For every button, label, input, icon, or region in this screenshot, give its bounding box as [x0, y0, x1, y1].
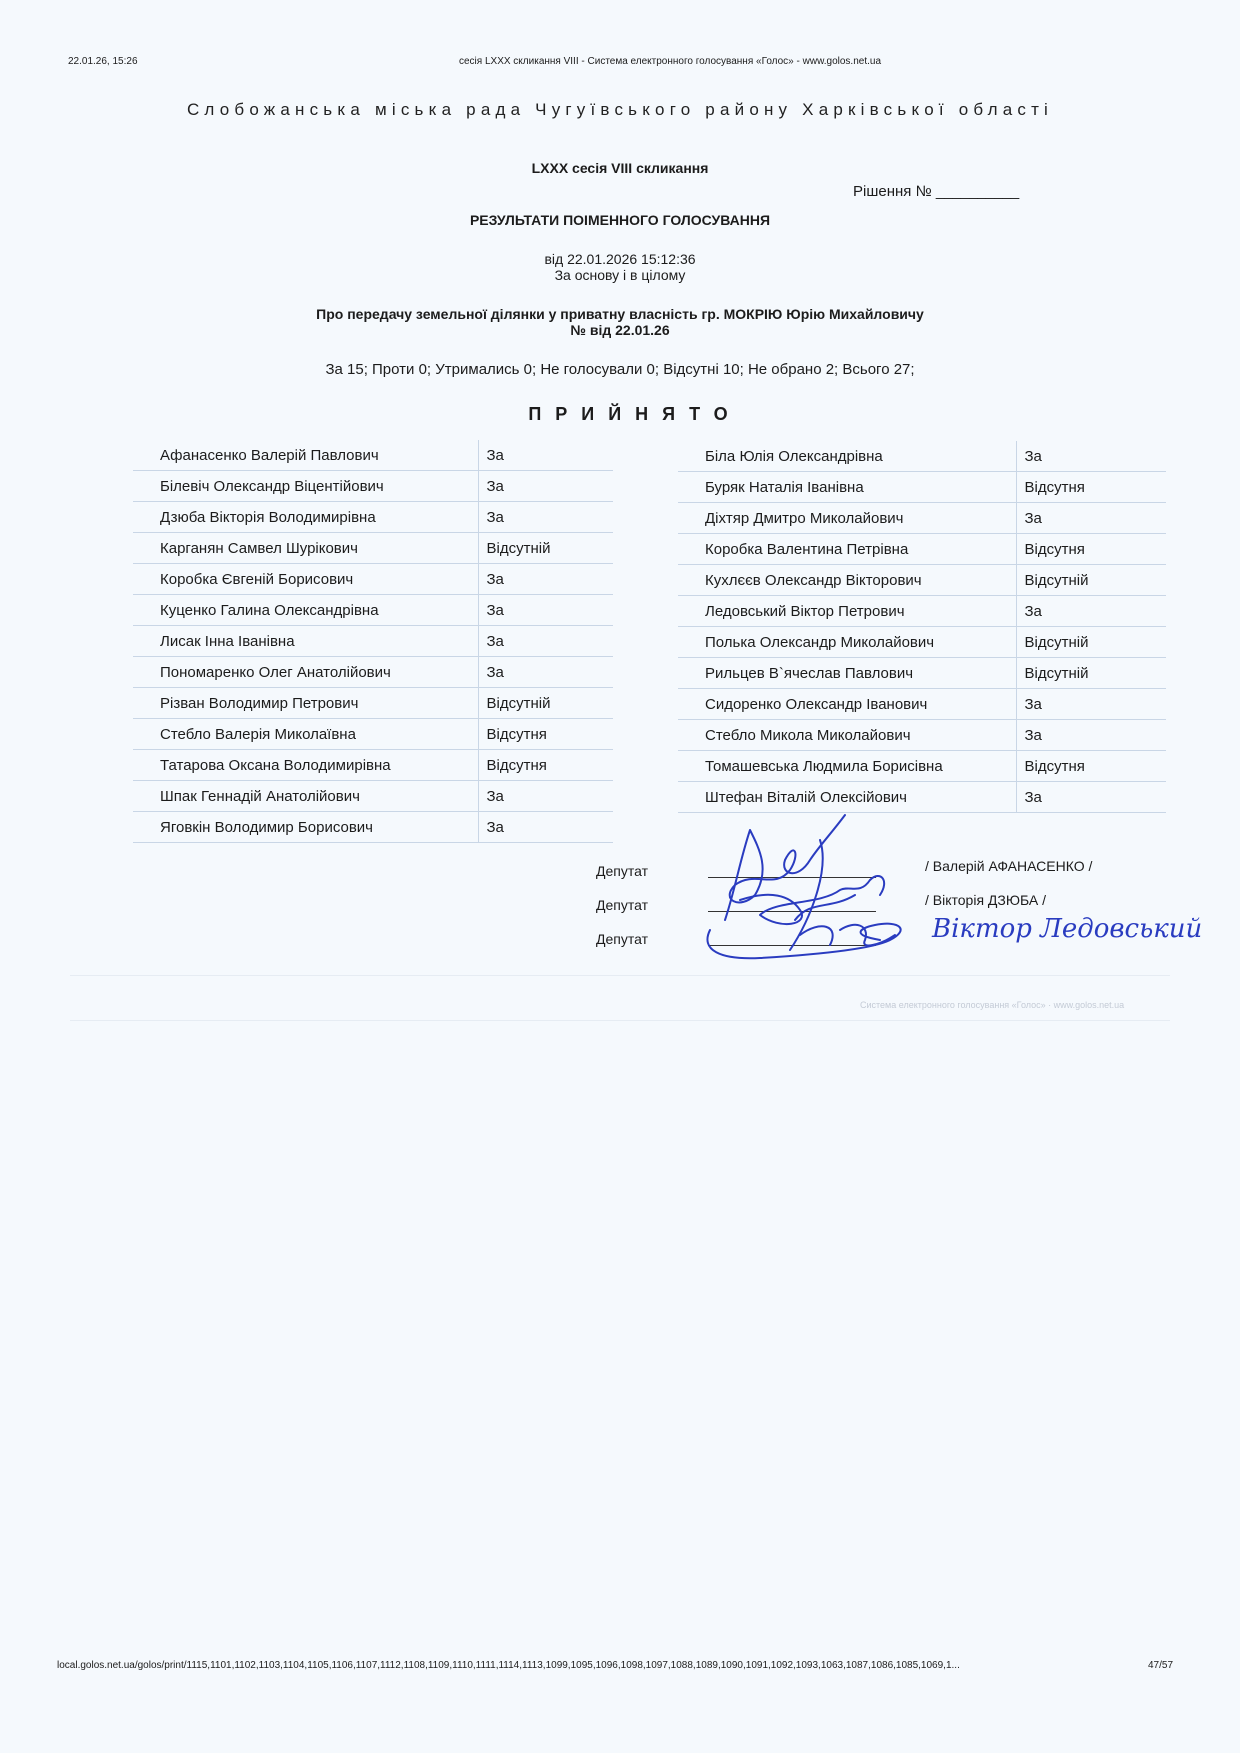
table-row [678, 596, 1166, 627]
vote-value: За [1016, 689, 1166, 720]
vote-date: від 22.01.2026 15:12:36 [544, 251, 696, 267]
deputy-name: Афанасенко Валерій Павлович [133, 440, 478, 471]
deputy-name: Коробка Валентина Петрівна [678, 534, 1016, 565]
table-row [678, 720, 1166, 751]
deputy-name: Яговкін Володимир Борисович [133, 812, 478, 843]
table-row [678, 441, 1166, 472]
vote-value: Відсутня [478, 719, 613, 750]
vote-value: За [1016, 782, 1166, 813]
deputy-name: Діхтяр Дмитро Миколайович [678, 503, 1016, 534]
vote-value: За [478, 502, 613, 533]
table-row [133, 440, 613, 471]
deputy-name: Томашевська Людмила Борисівна [678, 751, 1016, 782]
vote-value: Відсутній [478, 688, 613, 719]
deputy-name: Карганян Самвел Шурікович [133, 533, 478, 564]
vote-value: За [478, 781, 613, 812]
vote-value: За [478, 471, 613, 502]
deputy-name: Куценко Галина Олександрівна [133, 595, 478, 626]
handwritten-signatures [680, 800, 1203, 970]
deputy-name: Лисак Інна Іванівна [133, 626, 478, 657]
faint-divider-bottom [70, 1020, 1170, 1021]
signature-role-1: Депутат [596, 863, 648, 879]
outcome-accepted: ПРИЙНЯТО [528, 404, 742, 424]
deputy-name: Білевіч Олександр Віцентійович [133, 471, 478, 502]
table-row [133, 812, 613, 843]
table-row [133, 502, 613, 533]
vote-value: Відсутній [1016, 565, 1166, 596]
results-title: РЕЗУЛЬТАТИ ПОІМЕННОГО ГОЛОСУВАННЯ [469, 212, 771, 228]
vote-type: За основу і в цілому [554, 267, 686, 283]
print-page-title: сесія LXXX скликання VIII - Система електронного голосування «Голос» - www.golos.net.ua [458, 56, 882, 67]
signature-role-3: Депутат [596, 931, 648, 947]
table-row [133, 626, 613, 657]
table-row [678, 534, 1166, 565]
signature-name-1: / Валерій АФАНАСЕНКО / [925, 858, 1093, 874]
table-row [133, 533, 613, 564]
vote-value: За [1016, 596, 1166, 627]
subject-line-1: Про передачу земельної ділянки у приватну власність гр. МОКРІЮ Юрію Михайловичу [316, 306, 924, 322]
table-row [678, 503, 1166, 534]
vote-value: Відсутній [1016, 627, 1166, 658]
table-row [133, 750, 613, 781]
table-row [678, 627, 1166, 658]
deputy-name: Біла Юлія Олександрівна [678, 441, 1016, 472]
deputy-name: Стебло Валерія Миколаївна [133, 719, 478, 750]
signature-role-2: Депутат [596, 897, 648, 913]
table-row [133, 781, 613, 812]
vote-value: За [478, 626, 613, 657]
vote-value: За [478, 440, 613, 471]
deputy-name: Кухлєєв Олександр Вікторович [678, 565, 1016, 596]
deputy-name: Ледовський Віктор Петрович [678, 596, 1016, 627]
deputy-name: Дзюба Вікторія Володимирівна [133, 502, 478, 533]
page-number: 47/57 [1148, 1660, 1174, 1671]
vote-value: За [1016, 441, 1166, 472]
table-row [133, 595, 613, 626]
deputy-name: Буряк Наталія Іванівна [678, 472, 1016, 503]
table-row [678, 689, 1166, 720]
faint-watermark: Система електронного голосування «Голос» · www.golos.net.ua [860, 1000, 1125, 1010]
table-row [678, 658, 1166, 689]
vote-value: За [1016, 503, 1166, 534]
vote-value: Відсутня [1016, 751, 1166, 782]
table-row [678, 751, 1166, 782]
table-row [133, 688, 613, 719]
signature-name-2: / Вікторія ДЗЮБА / [925, 892, 1046, 908]
votes-table-right [678, 441, 1166, 813]
table-row [133, 719, 613, 750]
faint-divider-top [70, 975, 1170, 976]
table-row [678, 565, 1166, 596]
vote-value: За [478, 812, 613, 843]
vote-value: За [478, 657, 613, 688]
vote-value: Відсутній [1016, 658, 1166, 689]
deputy-name: Штефан Віталій Олексійович [678, 782, 1016, 813]
print-url: local.golos.net.ua/golos/print/1115,1101,1102,1103,1104,1105,1106,1107,1112,1108,1109,1110,1111,1114,1113,1099,1095,1096,1098,1097,1088,1089,1090,1091,1092,1093,1063,1087,1086,1085,1069,1... [57, 1660, 960, 1671]
table-row [678, 472, 1166, 503]
vote-value: За [478, 564, 613, 595]
deputy-name: Сидоренко Олександр Іванович [678, 689, 1016, 720]
deputy-name: Полька Олександр Миколайович [678, 627, 1016, 658]
deputy-name: Коробка Євгеній Борисович [133, 564, 478, 595]
council-name: Слобожанська міська рада Чугуївського району Харківської області [186, 100, 1054, 119]
vote-value: За [478, 595, 613, 626]
subject-line-2: № від 22.01.26 [570, 322, 670, 338]
deputy-name: Татарова Оксана Володимирівна [133, 750, 478, 781]
print-datetime: 22.01.26, 15:26 [68, 56, 138, 67]
session-title: LXXX сесія VIII скликання [531, 160, 709, 176]
deputy-name: Стебло Микола Миколайович [678, 720, 1016, 751]
table-row [133, 471, 613, 502]
vote-summary: За 15; Проти 0; Утримались 0; Не голосували 0; Відсутні 10; Не обрано 2; Всього 27; [325, 361, 915, 378]
votes-table-left [133, 440, 613, 843]
decision-number: Рішення № __________ [853, 183, 1020, 200]
deputy-name: Шпак Геннадій Анатолійович [133, 781, 478, 812]
table-row [133, 657, 613, 688]
vote-value: Відсутня [1016, 534, 1166, 565]
vote-value: Відсутній [478, 533, 613, 564]
vote-value: Відсутня [1016, 472, 1166, 503]
deputy-name: Різван Володимир Петрович [133, 688, 478, 719]
signature-handwritten-ledovskyi: Віктор Ледовський [932, 914, 1203, 944]
deputy-name: Пономаренко Олег Анатолійович [133, 657, 478, 688]
vote-value: За [1016, 720, 1166, 751]
deputy-name: Рильцев В`ячеслав Павлович [678, 658, 1016, 689]
table-row [133, 564, 613, 595]
vote-value: Відсутня [478, 750, 613, 781]
